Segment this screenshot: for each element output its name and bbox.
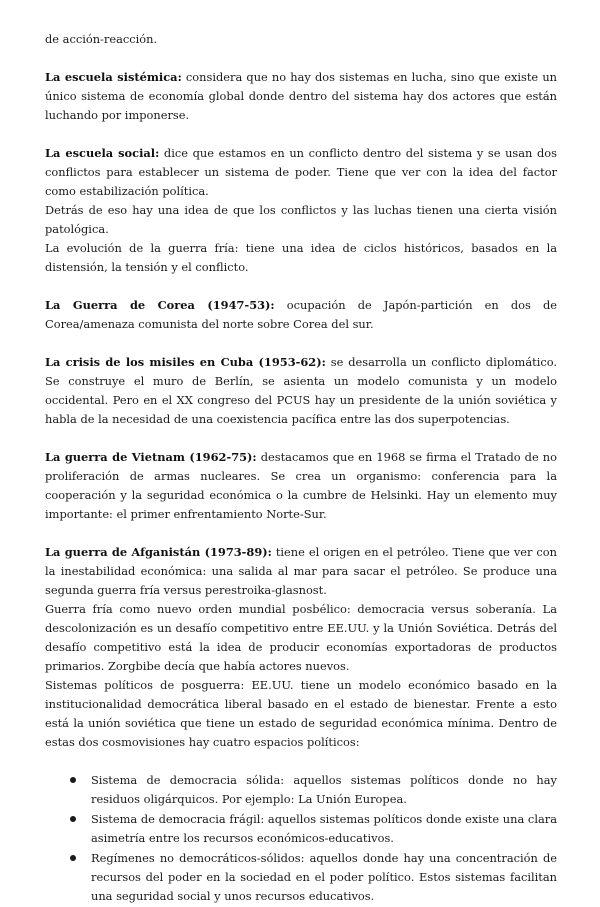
section-paragraph: Guerra fría como nuevo orden mundial posbélico: democracia versus soberanía. La descolonización es un desafío competitivo entre EE.UU. y la Unión Soviética. Detrás del desafío competitivo está la idea de producir economías exportadoras de productos primarios. Zorgbibe decía que había actores nuevos. bbox=[45, 602, 557, 673]
section-paragraph bbox=[45, 144, 557, 201]
section-paragraph: Detrás de eso hay una idea de que los conflictos y las luchas tienen una cierta visión patológica. bbox=[45, 203, 557, 236]
section-heading: La Guerra de Corea (1947-53): bbox=[45, 298, 275, 312]
political-spaces-list bbox=[45, 771, 557, 906]
section-escuela-sistemica bbox=[45, 68, 557, 125]
section-text: destacamos que en 1968 se firma el Tratado de no proliferación de armas nucleares. Se crea un organismo: conferencia para la cooperación y la seguridad económica o la cumbre de Helsinki. Hay un elemento muy importante: el primer enfrentamiento Norte-Sur. bbox=[45, 450, 557, 521]
section-text: ocupación de Japón-partición en dos de Corea/amenaza comunista del norte sobre Corea del sur. bbox=[45, 298, 557, 331]
section-heading: La guerra de Vietnam (1962-75): bbox=[45, 450, 257, 464]
section-heading: La crisis de los misiles en Cuba (1953-62): bbox=[45, 355, 326, 369]
intro-line: de acción-reacción. bbox=[45, 32, 158, 46]
section-heading: La escuela social: bbox=[45, 146, 160, 160]
list-item-text: Sistema de democracia sólida: aquellos sistemas políticos donde no hay residuos oligárquicos. Por ejemplo: La Unión Europea. bbox=[91, 773, 557, 806]
section-guerra-corea bbox=[45, 296, 557, 334]
section-text: dice que estamos en un conflicto dentro del sistema y se usan dos conflictos para establecer un sistema de poder. Tiene que ver con la idea del factor como estabilización política. bbox=[45, 146, 558, 198]
section-heading: La escuela sistémica: bbox=[45, 70, 182, 84]
section-escuela-social bbox=[45, 144, 557, 277]
section-text: tiene el origen en el petróleo. Tiene que ver con la inestabilidad económica: una salida al mar para sacar el petróleo. Se produce una segunda guerra fría versus perestroika-glasnost. bbox=[45, 545, 557, 597]
section-paragraph bbox=[45, 543, 557, 600]
section-paragraph: La evolución de la guerra fría: tiene una idea de ciclos históricos, basados en la distensión, la tensión y el conflicto. bbox=[45, 241, 557, 274]
section-text: considera que no hay dos sistemas en lucha, sino que existe un único sistema de economía global donde dentro del sistema hay dos actores que están luchando por imponerse. bbox=[45, 70, 557, 122]
bullet-icon bbox=[70, 777, 76, 783]
bullet-icon bbox=[70, 855, 76, 861]
document-page bbox=[45, 30, 557, 907]
section-guerra-afganistan bbox=[45, 543, 557, 752]
list-item-text: Regímenes no democráticos-sólidos: aquellos donde hay una concentración de recursos del poder en la sociedad en el poder político. Estos sistemas facilitan una seguridad social y unos recursos educativos. bbox=[91, 851, 557, 903]
section-text: se desarrolla un conflicto diplomático. Se construye el muro de Berlín, se asienta un modelo comunista y un modelo occidental. Pero en el XX congreso del PCUS hay un presidente de la unión soviética y habla de la necesidad de una coexistencia pacífica entre las dos superpotencias. bbox=[45, 355, 557, 426]
list-item-text: Sistema de democracia frágil: aquellos sistemas políticos donde existe una clara asimetría entre los recursos económicos-educativos. bbox=[91, 812, 557, 845]
list-item bbox=[91, 771, 557, 809]
list-item bbox=[91, 810, 557, 848]
list-item bbox=[91, 849, 557, 906]
bullet-icon bbox=[70, 816, 76, 822]
section-guerra-vietnam bbox=[45, 448, 557, 524]
section-crisis-misiles bbox=[45, 353, 557, 429]
section-heading: La guerra de Afganistán (1973-89): bbox=[45, 545, 272, 559]
section-paragraph: Sistemas políticos de posguerra: EE.UU. tiene un modelo económico basado en la institucionalidad democrática liberal basado en el estado de bienestar. Frente a esto está la unión soviética que tiene un estado de seguridad económica mínima. Dentro de estas dos cosmovisiones hay cuatro espacios políticos: bbox=[45, 678, 557, 749]
